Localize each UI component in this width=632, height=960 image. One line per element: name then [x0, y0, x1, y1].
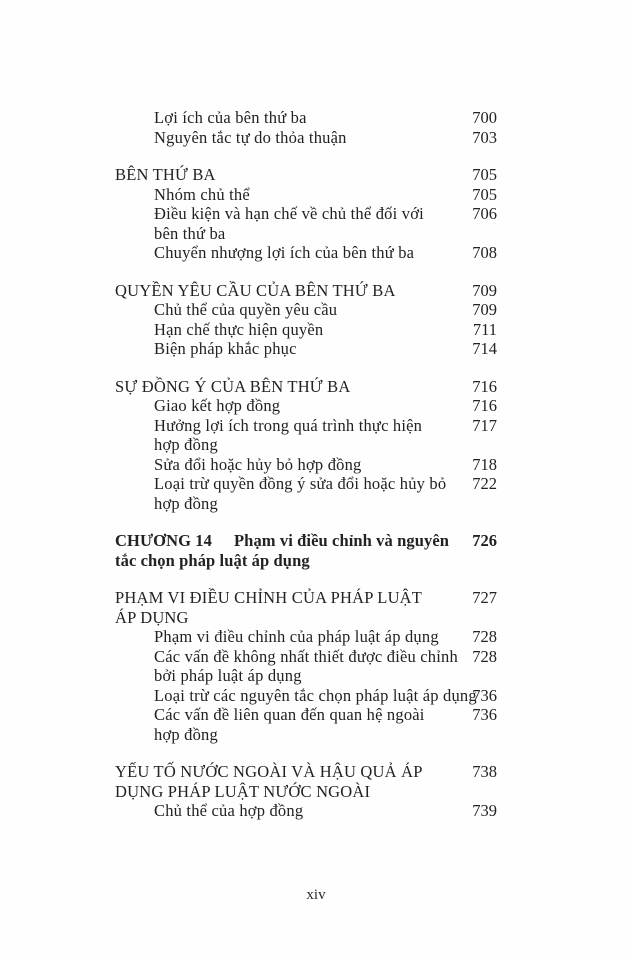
entry-line: hợp đồng: [154, 724, 218, 744]
entry-title: [154, 396, 632, 416]
entry-line: Lợi ích của bên thứ ba: [154, 108, 307, 127]
entry-line: Phạm vi điều chỉnh của pháp luật áp dụng: [154, 627, 439, 646]
page-folio: xiv: [306, 887, 326, 903]
toc-sub-entry: [0, 300, 632, 320]
entry-page-number: 705: [472, 184, 497, 204]
entry-line: tắc chọn pháp luật áp dụng: [115, 550, 310, 570]
entry-page-number: 714: [472, 339, 497, 358]
entry-page-number: 711: [472, 319, 497, 339]
entry-page-number: 708: [472, 243, 497, 262]
entry-title: [154, 627, 632, 647]
entry-page-number: 716: [472, 396, 497, 415]
entry-line: SỰ ĐỒNG Ý CỦA BÊN THỨ BA: [115, 376, 351, 396]
toc-sub-entry: [0, 647, 632, 686]
entry-page-number: 736: [472, 685, 497, 705]
entry-line: Hạn chế thực hiện quyền: [154, 319, 324, 339]
entry-title: [154, 416, 632, 455]
toc-sub-entry: [0, 243, 632, 263]
toc-sub-entry: [0, 801, 632, 821]
entry-line: Biện pháp khắc phục: [154, 339, 297, 358]
entry-title: [154, 204, 632, 243]
entry-line: hợp đồng: [154, 493, 218, 513]
entry-title: [154, 455, 632, 475]
table-of-contents: [0, 108, 632, 821]
entry-line: Nguyên tắc tự do thỏa thuận: [154, 127, 347, 147]
toc-section-entry: [0, 588, 632, 627]
entry-line: Loại trừ các nguyên tắc chọn pháp luật áp dụng: [154, 685, 477, 705]
toc-group: [0, 531, 632, 570]
entry-line: QUYỀN YÊU CẦU CỦA BÊN THỨ BA: [115, 280, 396, 300]
entry-title: [154, 474, 632, 513]
entry-title: [154, 300, 632, 320]
entry-line: Chuyển nhượng lợi ích của bên thứ ba: [154, 243, 415, 262]
entry-line: bên thứ ba: [154, 223, 226, 243]
entry-page-number: 705: [472, 165, 497, 184]
entry-line: YẾU TỐ NƯỚC NGOÀI VÀ HẬU QUẢ ÁP: [115, 762, 423, 781]
entry-page-number: 727: [472, 588, 497, 607]
toc-section-entry: [0, 762, 632, 801]
entry-page-number: 738: [472, 762, 497, 781]
entry-title: [115, 377, 632, 397]
toc-sub-entry: [0, 128, 632, 148]
entry-page-number: 709: [472, 300, 497, 319]
entry-line: Chủ thể của hợp đồng: [154, 801, 304, 820]
toc-sub-entry: [0, 686, 632, 706]
entry-line: bởi pháp luật áp dụng: [154, 666, 302, 685]
toc-section-entry: [0, 281, 632, 301]
toc-sub-entry: [0, 416, 632, 455]
entry-title: [154, 686, 632, 706]
entry-line: PHẠM VI ĐIỀU CHỈNH CỦA PHÁP LUẬT: [115, 588, 423, 607]
entry-page-number: 709: [472, 280, 497, 300]
toc-sub-entry: [0, 320, 632, 340]
entry-title: [154, 801, 632, 821]
toc-group: [0, 108, 632, 147]
chapter-number-label: CHƯƠNG 14: [115, 531, 212, 550]
entry-line: Giao kết hợp đồng: [154, 396, 281, 415]
toc-group: [0, 588, 632, 744]
entry-line: Chủ thể của quyền yêu cầu: [154, 300, 338, 319]
entry-title: [154, 185, 632, 205]
entry-page-number: 726: [472, 531, 497, 550]
toc-sub-entry: [0, 455, 632, 475]
entry-title: [154, 647, 632, 686]
entry-page-number: 728: [472, 627, 497, 646]
entry-title: [115, 531, 632, 570]
entry-title: [115, 762, 632, 801]
entry-page-number: 736: [472, 705, 497, 724]
entry-line: Loại trừ quyền đồng ý sửa đổi hoặc hủy bỏ: [154, 474, 447, 493]
entry-line: Các vấn đề liên quan đến quan hệ ngoài: [154, 705, 425, 724]
toc-sub-entry: [0, 627, 632, 647]
entry-page-number: 716: [472, 376, 497, 396]
toc-sub-entry: [0, 204, 632, 243]
entry-title: [154, 108, 632, 128]
entry-line: hợp đồng: [154, 435, 218, 454]
toc-sub-entry: [0, 185, 632, 205]
toc-sub-entry: [0, 705, 632, 744]
entry-title: [154, 243, 632, 263]
entry-page-number: 700: [472, 108, 497, 127]
toc-group: [0, 165, 632, 263]
toc-sub-entry: [0, 108, 632, 128]
entry-title: [115, 281, 632, 301]
entry-page-number: 703: [472, 127, 497, 147]
entry-line: [115, 531, 632, 551]
entry-title: [115, 588, 632, 627]
entry-line: Hưởng lợi ích trong quá trình thực hiện: [154, 415, 423, 435]
toc-sub-entry: [0, 474, 632, 513]
entry-line: ÁP DỤNG: [115, 607, 189, 627]
entry-page-number: 739: [472, 801, 497, 820]
toc-chapter-entry: [0, 531, 632, 570]
entry-page-number: 717: [472, 415, 497, 435]
entry-page-number: 728: [472, 646, 497, 666]
entry-line: BÊN THỨ BA: [115, 165, 216, 184]
entry-page-number: 718: [472, 454, 497, 474]
entry-line: DỤNG PHÁP LUẬT NƯỚC NGOÀI: [115, 781, 371, 801]
entry-page-number: 706: [472, 204, 497, 223]
toc-sub-entry: [0, 396, 632, 416]
entry-line: Các vấn đề không nhất thiết được điều chỉnh: [154, 646, 458, 666]
entry-line: Điều kiện và hạn chế về chủ thể đối với: [154, 204, 424, 223]
entry-title: [154, 705, 632, 744]
entry-title: [154, 339, 632, 359]
toc-section-entry: [0, 377, 632, 397]
entry-title: [154, 320, 632, 340]
toc-group: [0, 281, 632, 359]
entry-title: [154, 128, 632, 148]
entry-page-number: 722: [472, 474, 497, 493]
toc-section-entry: [0, 165, 632, 185]
entry-line: Sửa đổi hoặc hủy bỏ hợp đồng: [154, 454, 362, 474]
toc-sub-entry: [0, 339, 632, 359]
toc-group: [0, 377, 632, 514]
chapter-title-text: Phạm vi điều chỉnh và nguyên: [234, 531, 450, 550]
entry-title: [115, 165, 632, 185]
entry-line: Nhóm chủ thể: [154, 184, 250, 204]
toc-group: [0, 762, 632, 821]
